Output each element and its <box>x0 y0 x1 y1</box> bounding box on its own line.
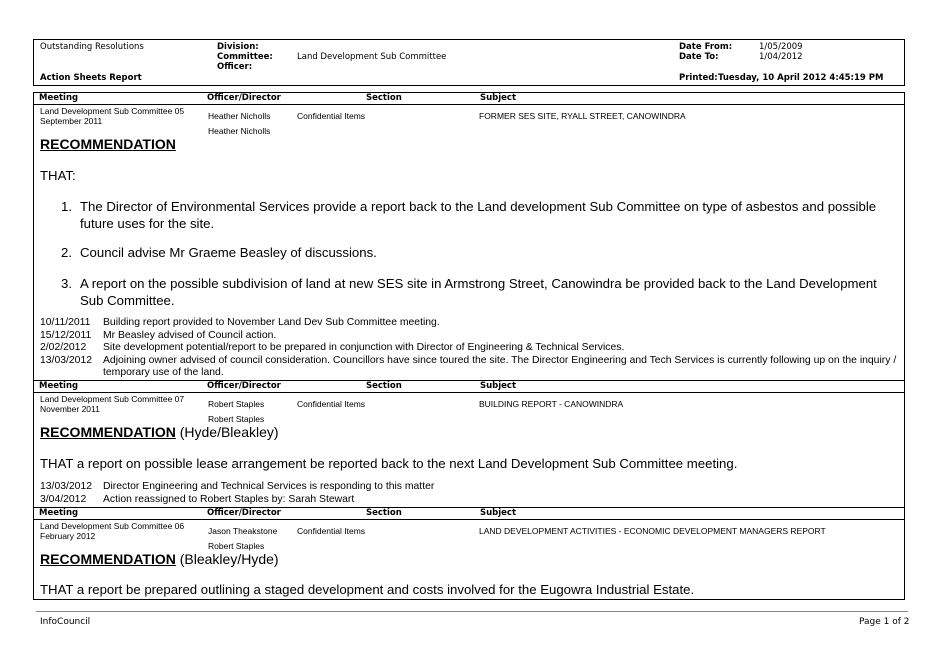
printed-label: Printed: <box>679 73 718 83</box>
resolution-number: 2. <box>61 245 72 260</box>
resolution-point: A report on the possible subdivision of land at new SES site in Armstrong Street, Canowindra be provided back to the Land Development Sub Committee. <box>80 276 877 308</box>
subject-cell: BUILDING REPORT - CANOWINDRA <box>479 399 624 409</box>
date-from-value: 1/05/2009 <box>759 42 803 52</box>
subject-cell: LAND DEVELOPMENT ACTIVITIES - ECONOMIC DEVELOPMENT MANAGERS REPORT <box>479 526 826 536</box>
resolution-text: THAT a report be prepared outlining a staged development and costs involved for the Eugowra Industrial Estate. <box>40 582 695 597</box>
resolution-point: The Director of Environmental Services provide a report back to the Land development Sub Committee on type of asbestos and possible future uses for the site. <box>80 199 877 231</box>
note-date: 10/11/2011 <box>40 317 91 328</box>
meeting-cell: Land Development Sub Committee 07 November 2011 <box>40 394 185 414</box>
note-date: 15/12/2011 <box>40 329 92 341</box>
action-note <box>40 355 902 380</box>
resolution-text: THAT a report on possible lease arrangement be reported back to the next Land Development Sub Committee meeting. <box>40 456 738 471</box>
printed-value: Tuesday, 10 April 2012 4:45:19 PM <box>718 73 884 83</box>
committee-value: Land Development Sub Committee <box>297 52 447 62</box>
recommendation-title: RECOMMENDATION <box>40 424 176 440</box>
col-subject: Subject <box>480 508 517 518</box>
officer-label: Officer: <box>217 62 253 72</box>
recommendation-title: RECOMMENDATION <box>40 136 176 152</box>
recommendation-heading <box>40 551 279 567</box>
col-section: Section <box>366 381 402 391</box>
footer-system: InfoCouncil <box>40 617 91 627</box>
recommendation-heading <box>40 136 176 152</box>
note-date: 13/03/2012 <box>40 481 93 492</box>
report-type: Action Sheets Report <box>40 73 142 83</box>
officer-cell: Robert Staples <box>208 414 265 424</box>
section-cell: Confidential Items <box>297 111 366 121</box>
note-text: Mr Beasley advised of Council action. <box>103 329 277 341</box>
report-name: Outstanding Resolutions <box>40 42 144 52</box>
column-header-row <box>33 381 905 392</box>
footer-rule <box>36 611 908 612</box>
date-to-value: 1/04/2012 <box>759 52 803 62</box>
divider <box>33 392 905 393</box>
divider <box>33 519 905 520</box>
action-note <box>40 481 902 494</box>
col-section: Section <box>366 93 402 103</box>
officer-cell: Robert Staples <box>208 541 265 551</box>
report-header <box>33 39 905 86</box>
date-from-label: Date From: <box>679 42 733 52</box>
action-note <box>40 342 902 355</box>
resolution-number: 3. <box>61 276 72 291</box>
note-text: Site development potential/report to be prepared in conjunction with Director of Engineering & Technical Services. <box>103 342 625 353</box>
section-cell: Confidential Items <box>297 526 366 536</box>
column-header-row <box>33 93 905 104</box>
note-text: Action reassigned to Robert Staples by: Sarah Stewart <box>103 493 355 505</box>
recommendation-heading <box>40 424 279 440</box>
divider <box>33 599 905 600</box>
action-note <box>40 330 902 343</box>
action-note <box>40 494 902 507</box>
col-meeting: Meeting <box>39 381 79 391</box>
note-date: 2/02/2012 <box>40 342 87 353</box>
subject-cell: FORMER SES SITE, RYALL STREET, CANOWINDRA <box>479 111 686 121</box>
division-label: Division: <box>217 42 259 52</box>
col-officer: Officer/Director <box>207 508 281 518</box>
column-header-row <box>33 508 905 519</box>
col-meeting: Meeting <box>39 508 79 518</box>
meeting-cell: Land Development Sub Committee 06 February 2012 <box>40 521 185 541</box>
resolution-number: 1. <box>61 199 72 214</box>
note-text: Building report provided to November Land Dev Sub Committee meeting. <box>103 317 440 328</box>
committee-label: Committee: <box>217 52 273 62</box>
note-text: Adjoining owner advised of council consideration. Councillors have since toured the site. The Director Engineering and Tech Services is currently following up on the inquiry / temporary use of the land. <box>103 354 897 378</box>
page-number: Page 1 of 2 <box>859 617 910 627</box>
officer-cell: Robert Staples <box>208 399 265 409</box>
col-officer: Officer/Director <box>207 93 281 103</box>
recommendation-movers: (Bleakley/Hyde) <box>175 551 279 567</box>
officer-cell: Heather Nicholls <box>208 126 271 136</box>
note-text: Director Engineering and Technical Services is responding to this matter <box>103 481 435 492</box>
note-date: 13/03/2012 <box>40 354 93 366</box>
divider <box>33 104 905 105</box>
resolution-point: Council advise Mr Graeme Beasley of discussions. <box>80 245 377 260</box>
officer-cell: Heather Nicholls <box>208 111 271 121</box>
col-subject: Subject <box>480 93 517 103</box>
resolution-intro: THAT: <box>40 168 76 183</box>
recommendation-movers: (Hyde/Bleakley) <box>175 424 279 440</box>
col-subject: Subject <box>480 381 517 391</box>
col-officer: Officer/Director <box>207 381 281 391</box>
officer-cell: Jason Theakstone <box>208 526 278 536</box>
date-to-label: Date To: <box>679 52 719 62</box>
action-note <box>40 317 902 330</box>
col-section: Section <box>366 508 402 518</box>
recommendation-title: RECOMMENDATION <box>40 551 176 567</box>
section-cell: Confidential Items <box>297 399 366 409</box>
col-meeting: Meeting <box>39 93 79 103</box>
note-date: 3/04/2012 <box>40 493 87 505</box>
meeting-cell: Land Development Sub Committee 05 September 2011 <box>40 106 185 126</box>
